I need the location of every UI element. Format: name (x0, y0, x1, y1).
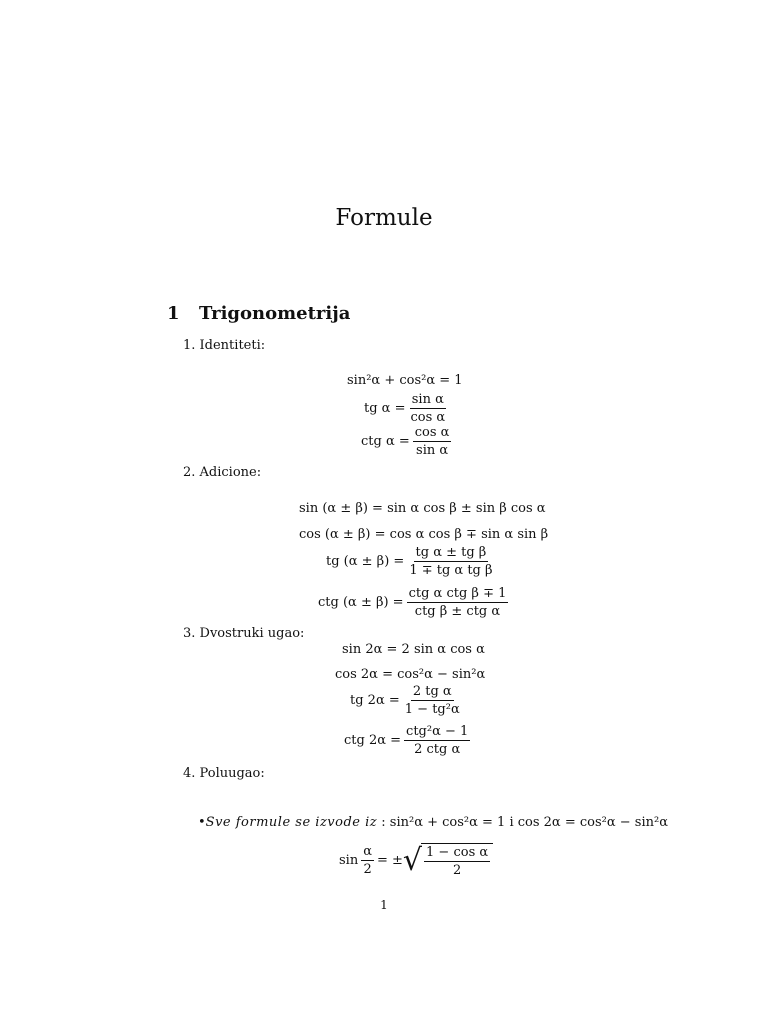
eq-tg-addition (326, 545, 498, 578)
eq-fn: sin (339, 853, 359, 868)
bullet-mark: • (198, 815, 206, 830)
note-italic-text: Sve formule se izvode iz (205, 815, 378, 830)
eq-cos-addition: cos (α ± β) = cos α cos β ∓ sin α sin β (299, 527, 549, 542)
eq-sin-double: sin 2α = 2 sin α cos α (342, 642, 485, 657)
eq-lhs: tg α = (364, 401, 406, 416)
denominator: 2 ctg α (414, 742, 461, 757)
square-root (403, 843, 493, 878)
section-heading (167, 303, 350, 324)
numerator: 1 − cos α (426, 845, 489, 860)
numerator: ctg α ctg β ∓ 1 (408, 586, 507, 601)
radical-sign-icon: √ (402, 842, 423, 878)
item-poluugao-label: 4. Poluugao: (183, 766, 265, 781)
denominator: 1 − tg²α (404, 702, 460, 717)
note-formulas: : sin²α + cos²α = 1 i cos 2α = cos²α − sin²α (381, 815, 668, 830)
eq-cos-double: cos 2α = cos²α − sin²α (335, 667, 486, 682)
denominator: 2 (452, 863, 462, 878)
eq-pythagorean: sin²α + cos²α = 1 (347, 373, 463, 388)
fraction (403, 684, 462, 717)
item-identiteti-label: 1. Identiteti: (183, 338, 266, 353)
eq-lhs: ctg (α ± β) = (318, 595, 404, 610)
item-adicione-label: 2. Adicione: (183, 465, 262, 480)
numerator: tg α ± tg β (415, 545, 487, 560)
denominator: ctg β ± ctg α (414, 604, 501, 619)
fraction (407, 586, 509, 619)
fraction (408, 392, 447, 425)
numerator: ctg²α − 1 (406, 724, 469, 739)
numerator: sin α (411, 392, 444, 407)
eq-tg-double (350, 684, 465, 717)
denominator: sin α (416, 443, 449, 458)
fraction (413, 425, 452, 458)
fraction (424, 845, 490, 878)
denominator: 1 ∓ tg α tg β (409, 563, 493, 578)
fraction (404, 724, 470, 757)
eq-sin-addition: sin (α ± β) = sin α cos β ± sin β cos α (299, 501, 546, 516)
eq-ctg-double (344, 724, 473, 757)
section-title: Trigonometrija (199, 303, 351, 324)
fraction (407, 545, 494, 578)
note-derivation (198, 815, 668, 830)
radicand (421, 843, 493, 878)
eq-ctg-addition (318, 586, 511, 619)
denominator: cos α (410, 410, 446, 425)
item-dvostruki-label: 3. Dvostruki ugao: (183, 626, 305, 641)
eq-sign: = ± (376, 853, 403, 868)
denominator: 2 (363, 862, 372, 877)
eq-lhs: tg 2α = (350, 693, 400, 708)
numerator: cos α (414, 425, 450, 440)
eq-lhs: tg (α ± β) = (326, 554, 405, 569)
eq-sin-half-angle (339, 843, 493, 878)
eq-lhs: ctg α = (361, 434, 410, 449)
page-number: 1 (380, 898, 388, 912)
page-title: Formule (335, 205, 433, 231)
numerator: 2 tg α (412, 684, 452, 699)
section-number: 1 (167, 303, 180, 324)
fraction (361, 844, 374, 877)
numerator: α (363, 844, 372, 859)
eq-ctg-identity (361, 425, 454, 458)
eq-lhs: ctg 2α = (344, 733, 402, 748)
eq-tg-identity (364, 392, 450, 425)
